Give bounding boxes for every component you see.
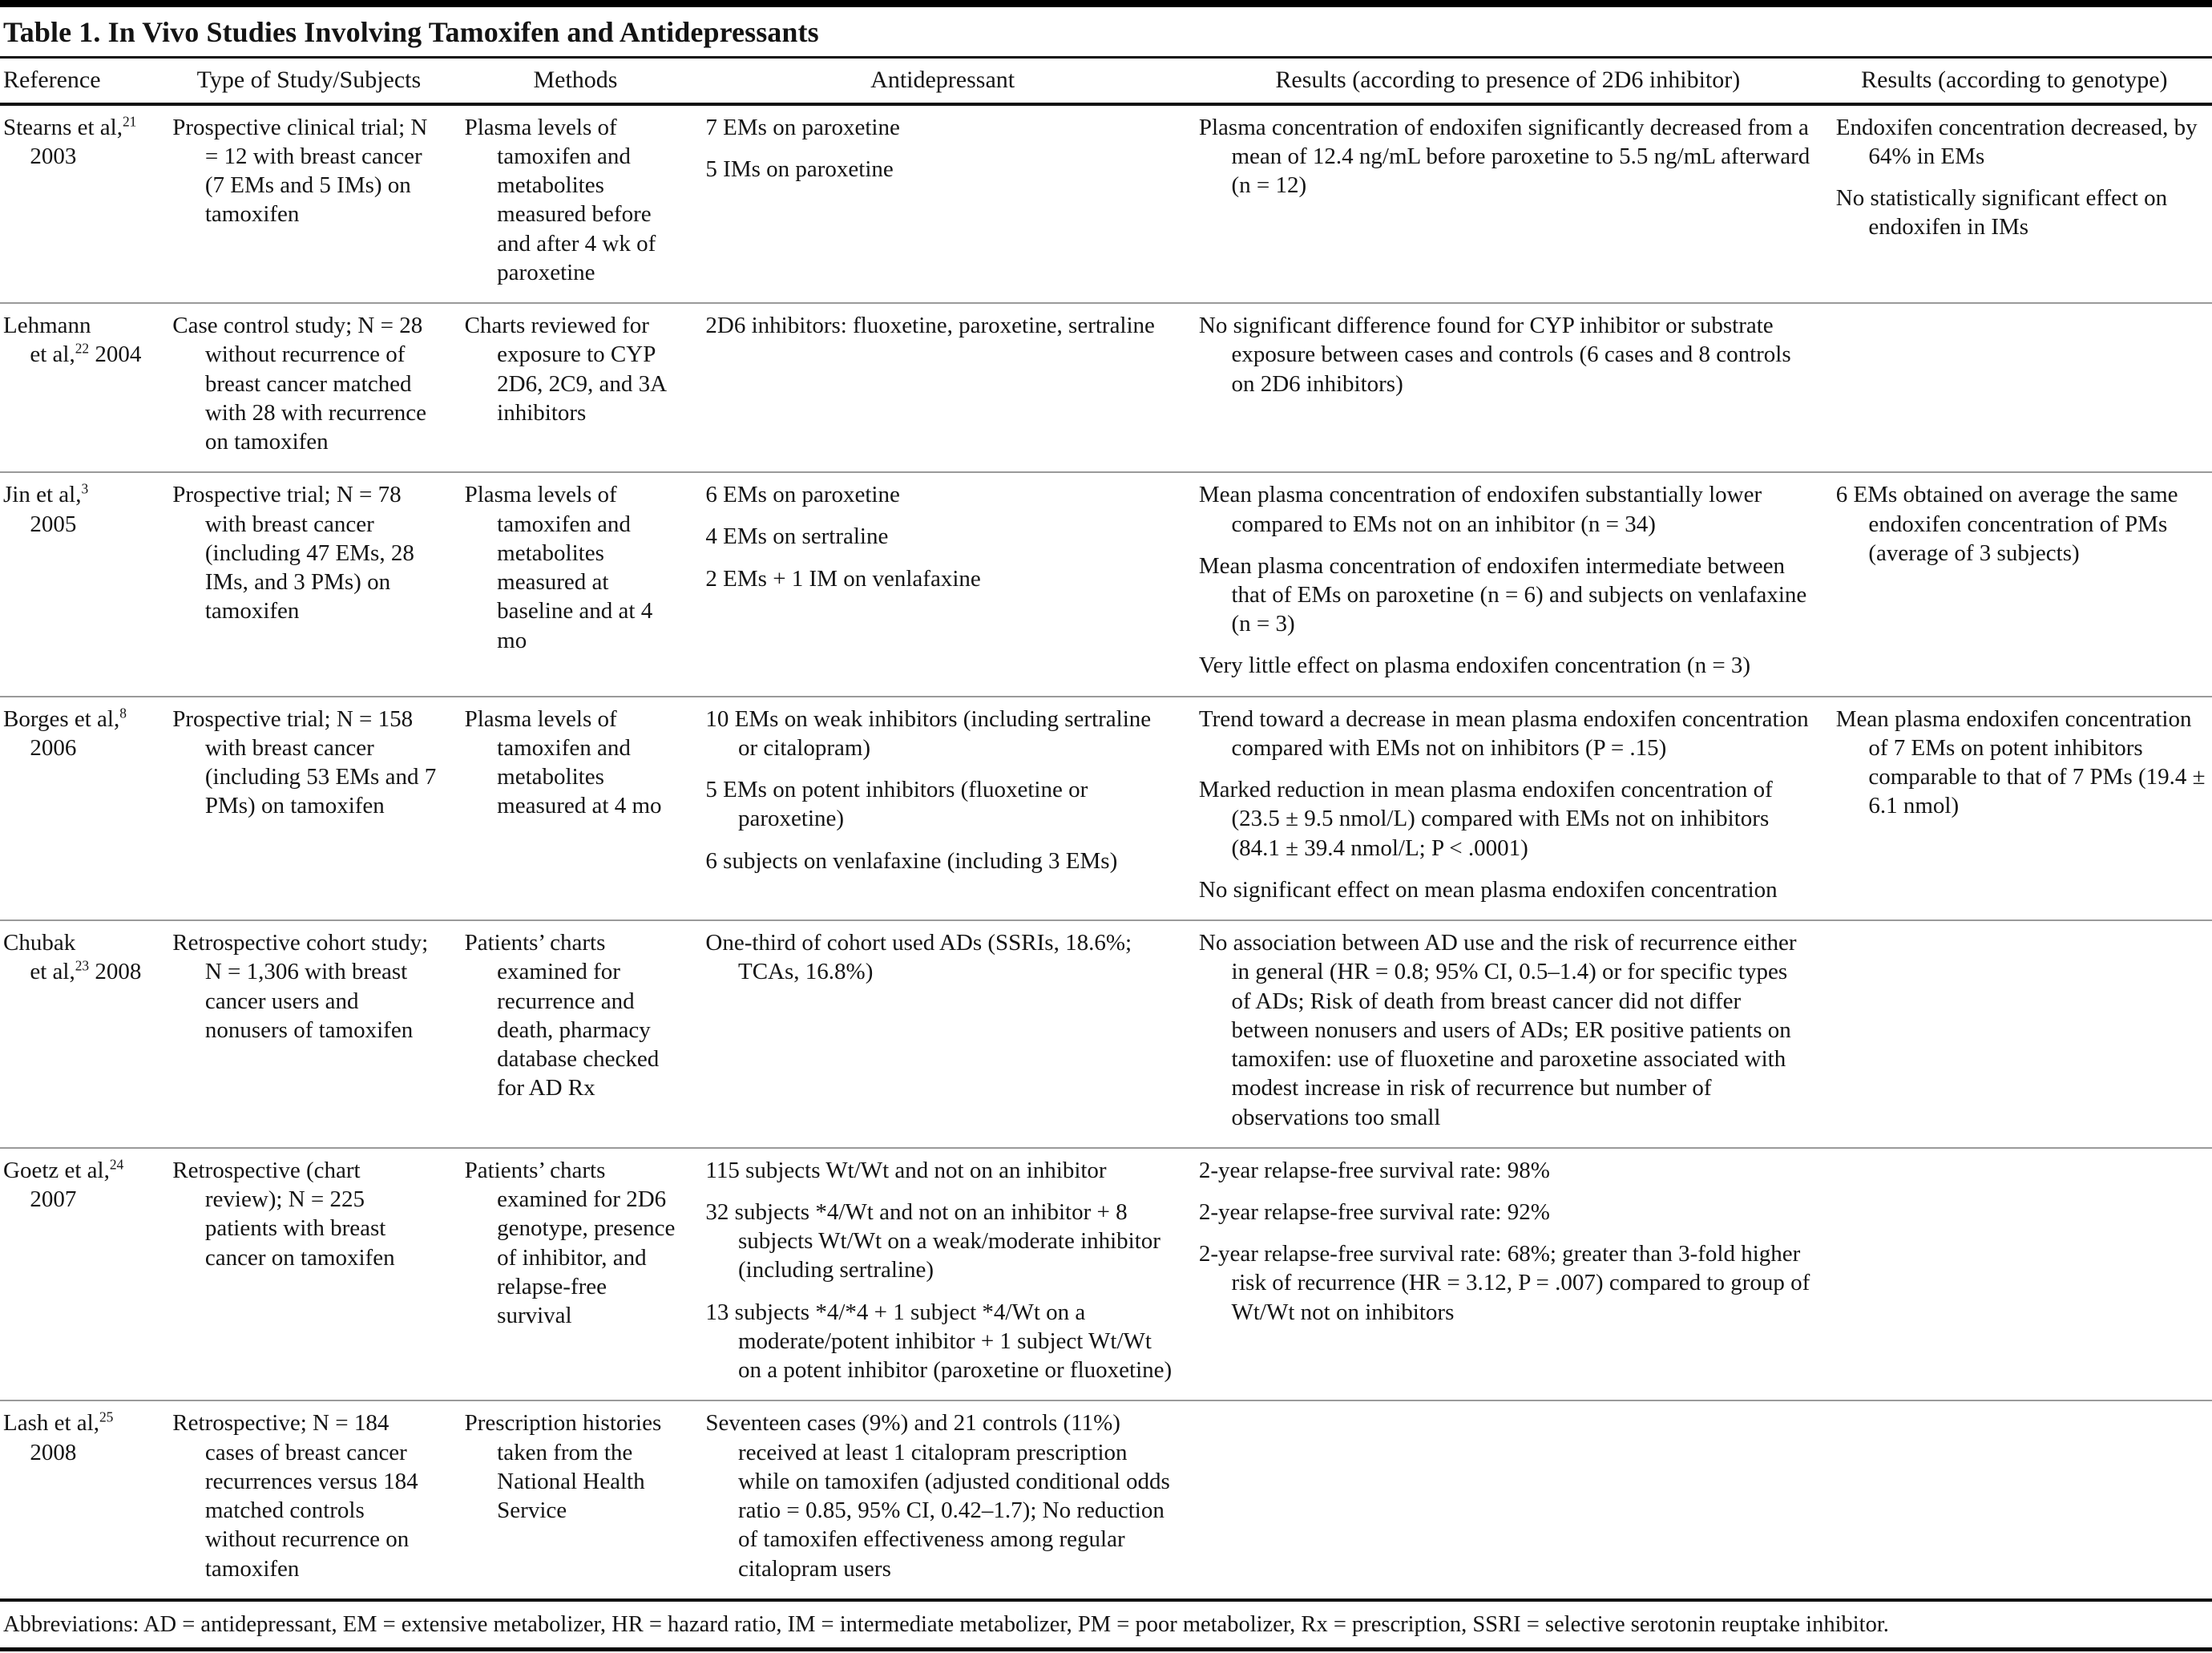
cell-methods xyxy=(465,1407,706,1586)
results-inhibitor-item: Marked reduction in mean plasma endoxifen concentration of (23.5 ± 9.5 nmol/L) compared with EMs not on inhibitors (84.1 ± 39.4 nmol/L; P < .0001) xyxy=(1198,777,1773,861)
column-header-antidepressant: Antidepressant xyxy=(870,67,1015,93)
cell-reference xyxy=(0,1154,172,1388)
cell-reference xyxy=(0,479,172,683)
methods-text: Patients’ charts examined for 2D6 genotype, presence of inhibitor, and relapse-free survival xyxy=(464,1157,676,1328)
cell-results-inhibitor xyxy=(1199,479,1836,683)
antidepressant-item: 32 subjects *4/Wt and not on an inhibitor + 8 subjects Wt/Wt on a weak/moderate inhibitor (including sertraline) xyxy=(705,1198,1160,1283)
reference-line: 2008 xyxy=(30,1439,77,1465)
table-row xyxy=(0,1147,2212,1400)
table-row xyxy=(0,106,2212,303)
study-type-text: Prospective trial; N = 158 with breast cancer (including 53 EMs and 7 PMs) on tamoxifen xyxy=(172,705,437,819)
column-header-results-according-to-presence-of-2d6-inh: Results (according to presence of 2D6 inhibitor) xyxy=(1275,67,1741,93)
cell-antidepressant xyxy=(705,927,1198,1135)
study-type-text: Retrospective cohort study; N = 1,306 with breast cancer users and nonusers of tamoxifen xyxy=(172,930,429,1043)
study-type-text: Retrospective (chart review); N = 225 patients with breast cancer on tamoxifen xyxy=(172,1157,395,1271)
cell-study-type xyxy=(172,1154,464,1388)
results-genotype-item: Mean plasma endoxifen concentration of 7 EMs on potent inhibitors comparable to that of 7 PMs (19.4 ± 6.1 nmol) xyxy=(1835,705,2206,819)
antidepressant-item: 6 EMs on paroxetine xyxy=(705,482,900,508)
cell-reference xyxy=(0,309,172,459)
column-header-results-according-to-genotype: Results (according to genotype) xyxy=(1861,67,2168,93)
abbreviations-footnote: Abbreviations: AD = antidepressant, EM = extensive metabolizer, HR = hazard ratio, IM = intermediate metabolizer, PM = poor metabolizer, Rx = prescription, SSRI = selective serotonin reuptake inhibitor. xyxy=(3,1611,1889,1637)
table-row xyxy=(0,919,2212,1147)
results-inhibitor-item: Plasma concentration of endoxifen significantly decreased from a mean of 12.4 ng/mL before paroxetine to 5.5 ng/mL afterward (n = 12) xyxy=(1198,114,1810,198)
methods-text: Prescription histories taken from the National Health Service xyxy=(464,1410,662,1524)
cell-reference xyxy=(0,927,172,1135)
top-rule xyxy=(0,0,2212,7)
cell-reference xyxy=(0,703,172,907)
study-type-text: Retrospective; N = 184 cases of breast cancer recurrences versus 184 matched controls without recurrence on tamoxifen xyxy=(172,1410,418,1582)
antidepressant-item: One-third of cohort used ADs (SSRIs, 18.6%; TCAs, 16.8%) xyxy=(705,930,1132,985)
cell-results-genotype xyxy=(1836,1154,2212,1388)
reference-line: 2007 xyxy=(30,1186,77,1212)
reference-line: Lash et al,$^{25}$ xyxy=(3,1408,114,1437)
cell-methods xyxy=(465,927,706,1135)
cell-results-genotype xyxy=(1836,1407,2212,1586)
reference-line: Jin et al,$^3$ xyxy=(3,480,89,508)
antidepressant-item: 7 EMs on paroxetine xyxy=(705,114,900,140)
results-inhibitor-item: Mean plasma concentration of endoxifen substantially lower compared to EMs not on an inhibitor (n = 34) xyxy=(1198,482,1762,537)
results-genotype-item: Endoxifen concentration decreased, by 64% in EMs xyxy=(1835,114,2198,169)
methods-text: Patients’ charts examined for recurrence and death, pharmacy database checked for AD Rx xyxy=(464,930,660,1101)
cell-results-inhibitor xyxy=(1199,703,1836,907)
cell-study-type xyxy=(172,703,464,907)
study-type-text: Prospective trial; N = 78 with breast cancer (including 47 EMs, 28 IMs, and 3 PMs) on tamoxifen xyxy=(172,482,414,624)
reference-line: Chubak xyxy=(3,930,76,956)
methods-text: Plasma levels of tamoxifen and metabolites measured at baseline and at 4 mo xyxy=(464,482,653,653)
cell-antidepressant xyxy=(705,703,1198,907)
methods-text: Charts reviewed for exposure to CYP 2D6, 2C9, and 3A inhibitors xyxy=(464,313,666,426)
reference-line: 2005 xyxy=(30,511,77,537)
cell-results-inhibitor xyxy=(1199,927,1836,1135)
results-inhibitor-item: 2-year relapse-free survival rate: 68%; greater than 3-fold higher risk of recurrence (HR = 3.12, P = .007) compared to group of Wt/Wt not on inhibitors xyxy=(1198,1241,1810,1325)
table-row xyxy=(0,1400,2212,1598)
antidepressant-item: Seventeen cases (9%) and 21 controls (11%) received at least 1 citalopram prescription while on tamoxifen (adjusted conditional odds ratio = 0.85, 95% CI, 0.42–1.7); No reduction of tamoxifen effectiveness among regular citalopram users xyxy=(705,1410,1170,1582)
reference-line: et al,$^{22}$ 2004 xyxy=(30,340,142,368)
antidepressant-item: 6 subjects on venlafaxine (including 3 EMs) xyxy=(705,847,1118,874)
cell-methods xyxy=(465,703,706,907)
results-inhibitor-item: No significant difference found for CYP inhibitor or substrate exposure between cases and controls (6 cases and 8 controls on 2D6 inhibitors) xyxy=(1198,313,1791,397)
cell-reference xyxy=(0,111,172,291)
cell-study-type xyxy=(172,1407,464,1586)
results-inhibitor-item: No significant effect on mean plasma endoxifen concentration xyxy=(1198,876,1778,903)
cell-antidepressant xyxy=(705,309,1198,459)
cell-results-inhibitor xyxy=(1199,1407,1836,1586)
cell-results-genotype xyxy=(1836,111,2212,291)
table-header-row xyxy=(0,59,2212,103)
table-body xyxy=(0,106,2212,1598)
reference-line: et al,$^{23}$ 2008 xyxy=(30,957,142,985)
antidepressant-item: 4 EMs on sertraline xyxy=(705,523,889,550)
reference-line: 2003 xyxy=(30,143,77,169)
reference-line: Lehmann xyxy=(3,313,91,338)
column-header-methods: Methods xyxy=(533,67,618,93)
reference-line: 2006 xyxy=(30,734,77,761)
bottom-rule xyxy=(0,1647,2212,1651)
study-type-text: Case control study; N = 28 without recurrence of breast cancer matched with 28 with recurrence on tamoxifen xyxy=(172,313,427,455)
antidepressant-item: 5 EMs on potent inhibitors (fluoxetine or paroxetine) xyxy=(705,777,1088,832)
cell-antidepressant xyxy=(705,479,1198,683)
results-inhibitor-item: Trend toward a decrease in mean plasma endoxifen concentration compared with EMs not on inhibitors (P = .15) xyxy=(1198,705,1809,761)
cell-results-genotype xyxy=(1836,479,2212,683)
cell-results-genotype xyxy=(1836,309,2212,459)
cell-methods xyxy=(465,111,706,291)
results-inhibitor-item: 2-year relapse-free survival rate: 92% xyxy=(1198,1198,1550,1225)
cell-antidepressant xyxy=(705,1154,1198,1388)
cell-results-genotype xyxy=(1836,703,2212,907)
results-inhibitor-item: No association between AD use and the risk of recurrence either in general (HR = 0.8; 95% CI, 0.5–1.4) or for specific types of ADs; Risk of death from breast cancer did not differ between nonusers and users of ADs; ER positive patients on tamoxifen: use of fluoxetine and paroxetine associated with modest increase in risk of recurrence but number of observations too small xyxy=(1198,930,1797,1130)
cell-results-inhibitor xyxy=(1199,111,1836,291)
cell-antidepressant xyxy=(705,111,1198,291)
study-type-text: Prospective clinical trial; N = 12 with breast cancer (7 EMs and 5 IMs) on tamoxifen xyxy=(172,114,428,228)
cell-results-inhibitor xyxy=(1199,309,1836,459)
table-row xyxy=(0,696,2212,919)
cell-antidepressant xyxy=(705,1407,1198,1586)
cell-methods xyxy=(465,479,706,683)
reference-line: Stearns et al,$^{21}$ xyxy=(3,112,137,140)
column-header-reference: Reference xyxy=(3,67,101,93)
results-inhibitor-item: 2-year relapse-free survival rate: 98% xyxy=(1198,1157,1550,1183)
antidepressant-item: 10 EMs on weak inhibitors (including sertraline or citalopram) xyxy=(705,705,1152,761)
reference-line: Goetz et al,$^{24}$ xyxy=(3,1156,124,1183)
results-genotype-item: 6 EMs obtained on average the same endoxifen concentration of PMs (average of 3 subjects) xyxy=(1835,482,2178,566)
antidepressant-item: 2D6 inhibitors: fluoxetine, paroxetine, sertraline xyxy=(705,313,1155,338)
cell-study-type xyxy=(172,479,464,683)
reference-line: Borges et al,$^8$ xyxy=(3,704,127,732)
cell-reference xyxy=(0,1407,172,1586)
table-title: Table 1. In Vivo Studies Involving Tamoxifen and Antidepressants xyxy=(3,16,819,48)
methods-text: Plasma levels of tamoxifen and metabolites measured at 4 mo xyxy=(464,705,662,819)
antidepressant-item: 13 subjects *4/*4 + 1 subject *4/Wt on a moderate/potent inhibitor + 1 subject Wt/Wt on a potent inhibitor (paroxetine or fluoxetine) xyxy=(705,1299,1173,1384)
cell-results-inhibitor xyxy=(1199,1154,1836,1388)
methods-text: Plasma levels of tamoxifen and metabolites measured before and after 4 wk of paroxetine xyxy=(464,114,656,285)
cell-study-type xyxy=(172,927,464,1135)
table-row xyxy=(0,471,2212,695)
antidepressant-item: 115 subjects Wt/Wt and not on an inhibitor xyxy=(705,1157,1107,1183)
results-genotype-item: No statistically significant effect on endoxifen in IMs xyxy=(1835,184,2168,240)
results-inhibitor-item: Very little effect on plasma endoxifen concentration (n = 3) xyxy=(1198,653,1751,679)
cell-methods xyxy=(465,1154,706,1388)
cell-results-genotype xyxy=(1836,927,2212,1135)
antidepressant-item: 5 IMs on paroxetine xyxy=(705,156,894,182)
column-header-type-of-study-subjects: Type of Study/Subjects xyxy=(196,67,422,93)
cell-methods xyxy=(465,309,706,459)
results-inhibitor-item: Mean plasma concentration of endoxifen intermediate between that of EMs on paroxetine (n = 6) and subjects on venlafaxine (n = 3) xyxy=(1198,552,1807,637)
antidepressant-item: 2 EMs + 1 IM on venlafaxine xyxy=(705,565,981,592)
cell-study-type xyxy=(172,111,464,291)
table-row xyxy=(0,302,2212,471)
cell-study-type xyxy=(172,309,464,459)
